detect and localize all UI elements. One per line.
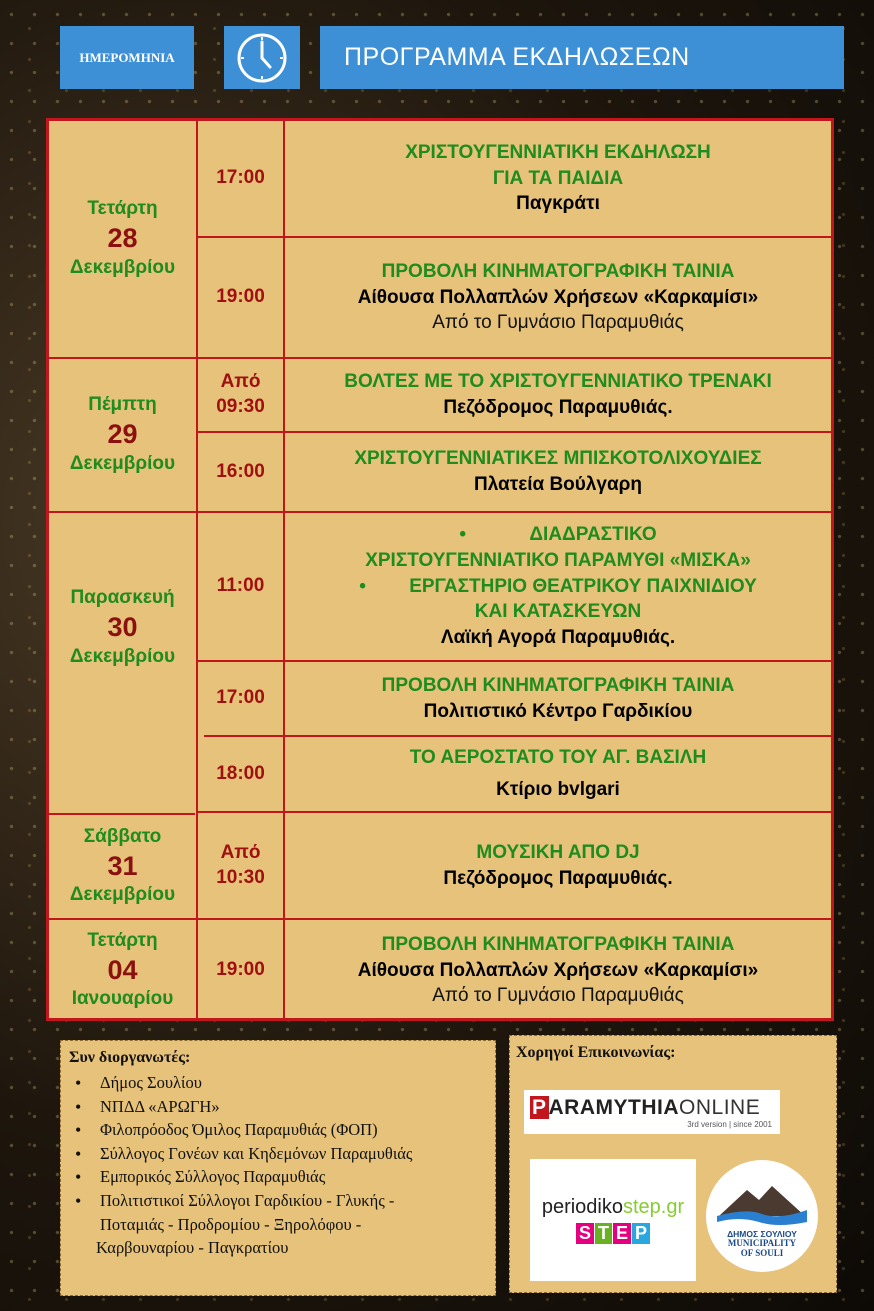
event-place: Αίθουσα Πολλαπλών Χρήσεων «Καρκαμίσι» — [357, 286, 759, 308]
date-header — [60, 26, 194, 89]
event-time: 17:00 — [216, 687, 265, 709]
day-name: Σάββατο — [83, 825, 162, 847]
day-number: 30 — [107, 612, 138, 643]
organizers-box — [60, 1040, 496, 1296]
day-number: 28 — [107, 223, 138, 254]
paramythia-logo-name: ARAMYTHIA — [548, 1095, 680, 1119]
list-item: • Δήμος Σουλίου — [69, 1071, 487, 1095]
day-month: Δεκεμβρίου — [69, 645, 176, 667]
list-item: • Σύλλογος Γονέων και Κηδεμόνων Παραμυθιάς — [69, 1142, 487, 1166]
seal-text-en1: MUNICIPALITY — [727, 1238, 797, 1249]
seal-text-en2: OF SOULI — [740, 1247, 784, 1258]
seal-text-greek: ΔΗΜΟΣ ΣΟΥΛΙΟΥ — [727, 1229, 797, 1240]
event-title: ΜΟΥΣΙΚΗ ΑΠΟ DJ — [476, 841, 640, 863]
event-cell — [285, 121, 831, 236]
day-month: Ιανουαρίου — [71, 988, 174, 1010]
event-cell — [285, 737, 831, 811]
event-bullet-text: ΕΡΓΑΣΤΗΡΙΟ ΘΕΑΤΡΙΚΟΥ ΠΑΙΧΝΙΔΙΟΥ — [409, 575, 757, 597]
day-cell — [49, 815, 196, 918]
paramythia-logo-text — [530, 1096, 780, 1120]
paramythia-logo-online: ONLINE — [679, 1095, 761, 1119]
event-time: 17:00 — [216, 167, 265, 189]
list-item — [69, 1189, 487, 1260]
event-time: 19:00 — [216, 959, 265, 981]
event-title: ΒΟΛΤΕΣ ΜΕ ΤΟ ΧΡΙΣΤΟΥΓΕΝΝΙΑΤΙΚΟ ΤΡΕΝΑΚΙ — [344, 371, 772, 393]
sponsors-heading: Χορηγοί Επικοινωνίας: — [516, 1044, 676, 1061]
time-cell — [198, 513, 283, 660]
event-place: Κτίριο bvlgari — [496, 779, 620, 800]
event-title: ΧΡΙΣΤΟΥΓΕΝΝΙΑΤΙΚΕΣ ΜΠΙΣΚΟΤΟΛΙΧΟΥΔΙΕΣ — [354, 448, 762, 470]
mountain-icon — [717, 1180, 807, 1226]
event-title: ΠΡΟΒΟΛΗ ΚΙΝΗΜΑΤΟΓΡΑΦΙΚΗ ΤΑΙΝΙΑ — [381, 674, 735, 696]
day-name: Πέμπτη — [88, 394, 157, 416]
date-header-label: ΗΜΕΡΟΜΗΝΙΑ — [79, 49, 175, 65]
schedule-table — [46, 118, 834, 1021]
event-title: ΤΟ ΑΕΡΟΣΤΑΤΟ ΤΟΥ ΑΓ. ΒΑΣΙΛΗ — [409, 747, 707, 769]
event-title: ΠΡΟΒΟΛΗ ΚΙΝΗΜΑΤΟΓΡΑΦΙΚΗ ΤΑΙΝΙΑ — [381, 261, 735, 283]
event-cell — [285, 920, 831, 1021]
day-cell — [49, 513, 196, 743]
paramythia-online-logo — [524, 1090, 780, 1134]
day-month: Δεκεμβρίου — [69, 884, 176, 906]
event-place: Λαϊκή Αγορά Παραμυθιάς. — [440, 626, 676, 648]
event-title-line2: ΓΙΑ ΤΑ ΠΑΙΔΙΑ — [492, 167, 624, 189]
bullet-icon: • — [359, 575, 366, 597]
step-logo-text — [542, 1196, 684, 1219]
day-name: Τετάρτη — [87, 929, 158, 951]
day-month: Δεκεμβρίου — [69, 452, 176, 474]
time-cell — [198, 121, 283, 236]
day-name: Τετάρτη — [87, 198, 158, 220]
event-note: Από το Γυμνάσιο Παραμυθιάς — [432, 312, 684, 334]
municipality-seal — [706, 1160, 818, 1272]
time-cell — [198, 238, 283, 357]
event-time: 10:30 — [216, 866, 265, 888]
list-item: • Εμπορικός Σύλλογος Παραμυθιάς — [69, 1165, 487, 1189]
event-time: 09:30 — [216, 396, 265, 417]
event-time-prefix: Από — [220, 371, 261, 393]
event-cell — [285, 238, 831, 357]
event-bullet-text: ΔΙΑΔΡΑΣΤΙΚΟ — [529, 524, 657, 546]
event-cell — [285, 513, 831, 660]
day-name: Παρασκευή — [70, 587, 175, 609]
step-block-s: S — [576, 1223, 594, 1244]
time-cell — [198, 359, 283, 431]
day-cell — [49, 121, 196, 357]
event-place: Παγκράτι — [516, 193, 600, 215]
event-note: Από το Γυμνάσιο Παραμυθιάς — [432, 985, 684, 1007]
event-title: ΠΡΟΒΟΛΗ ΚΙΝΗΜΑΤΟΓΡΑΦΙΚΗ ΤΑΙΝΙΑ — [381, 934, 735, 956]
list-item-line: Καρβουναρίου - Παγκρατίου — [96, 1238, 289, 1258]
organizers-heading: Συν διοργανωτές: — [69, 1049, 191, 1066]
event-time-prefix: Από — [220, 841, 261, 863]
list-item: • ΝΠΔΔ «ΑΡΩΓΗ» — [69, 1095, 487, 1119]
sponsors-box — [509, 1035, 837, 1293]
list-item-line: • Πολιτιστικοί Σύλλογοι Γαρδικίου - Γλυκής - — [100, 1190, 395, 1210]
event-title: ΧΡΙΣΤΟΥΓΕΝΝΙΑΤΙΚΗ ΕΚΔΗΛΩΣΗ — [405, 142, 711, 164]
list-item-line: Ποταμιάς - Προδρομίου - Ξηρολόφου - — [100, 1214, 362, 1234]
event-cell — [285, 433, 831, 511]
step-logo-part1: periodiko — [541, 1196, 623, 1218]
step-block-e: E — [613, 1223, 631, 1244]
day-cell — [49, 920, 196, 1021]
periodiko-step-logo — [530, 1159, 696, 1281]
day-cell — [49, 359, 196, 511]
day-month: Δεκεμβρίου — [69, 256, 176, 278]
event-place: Πλατεία Βούλγαρη — [473, 474, 643, 495]
step-block-t: T — [595, 1223, 612, 1244]
day-number: 29 — [107, 419, 138, 450]
event-bullet — [459, 522, 656, 548]
time-cell — [198, 737, 283, 811]
event-time: 19:00 — [216, 286, 265, 308]
clock-icon — [235, 31, 289, 85]
day-number: 04 — [107, 954, 138, 985]
day-number: 31 — [107, 850, 138, 881]
step-logo-blocks — [576, 1223, 650, 1244]
page-title-text: ΠΡΟΓΡΑΜΜΑ ΕΚΔΗΛΩΣΕΩΝ — [344, 43, 690, 71]
time-cell — [198, 920, 283, 1021]
event-cell — [285, 813, 831, 918]
page-title — [320, 26, 844, 89]
event-place: Πολιτιστικό Κέντρο Γαρδικίου — [423, 700, 693, 722]
organizers-list — [69, 1071, 487, 1260]
event-place: Πεζόδρομος Παραμυθιάς. — [443, 397, 673, 418]
event-time: 16:00 — [216, 460, 265, 482]
time-cell — [198, 813, 283, 918]
time-cell — [198, 662, 283, 735]
paramythia-logo-sub: 3rd version | since 2001 — [687, 1119, 772, 1129]
bullet-icon: • — [459, 524, 467, 546]
event-time: 11:00 — [216, 575, 265, 597]
event-cell — [285, 359, 831, 431]
event-place: Πεζόδρομος Παραμυθιάς. — [443, 867, 673, 889]
event-bullet — [359, 574, 757, 600]
event-bullet-cont: ΚΑΙ ΚΑΤΑΣΚΕΥΩΝ — [474, 601, 642, 623]
step-logo-part2: step.gr — [623, 1196, 685, 1218]
event-place: Αίθουσα Πολλαπλών Χρήσεων «Καρκαμίσι» — [357, 959, 759, 981]
list-item: • Φιλοπρόοδος Όμιλος Παραμυθιάς (ΦΟΠ) — [69, 1118, 487, 1142]
event-bullet-cont: ΧΡΙΣΤΟΥΓΕΝΝΙΑΤΙΚΟ ΠΑΡΑΜΥΘΙ «ΜΙΣΚΑ» — [365, 550, 751, 572]
event-cell — [285, 662, 831, 735]
clock-header — [224, 26, 300, 89]
paramythia-logo-p: P — [532, 1095, 547, 1119]
event-time: 18:00 — [216, 762, 265, 784]
time-cell — [198, 433, 283, 511]
step-block-p: P — [632, 1223, 650, 1244]
